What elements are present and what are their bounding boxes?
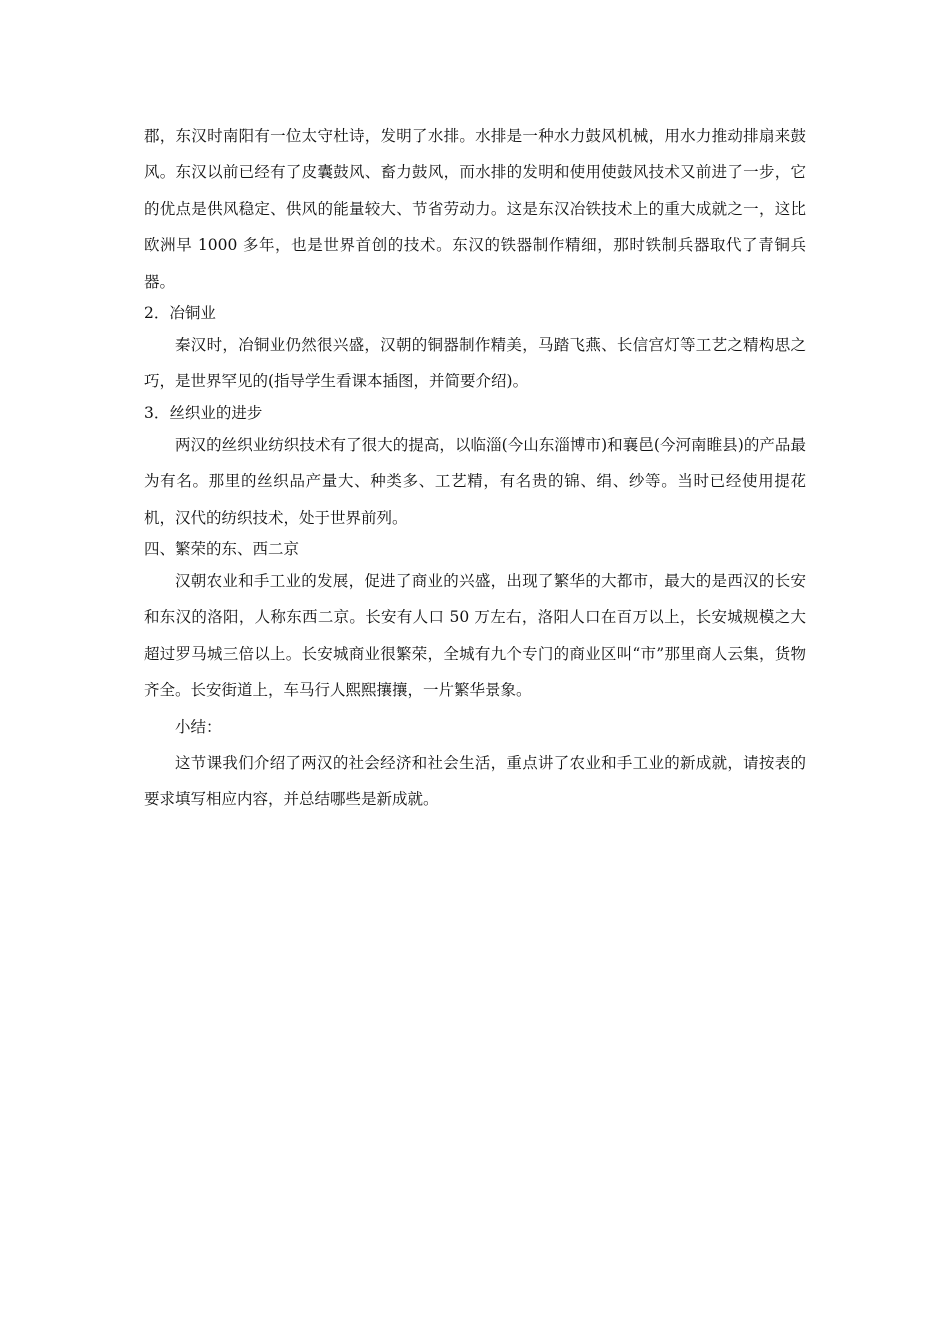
paragraph-copper: 秦汉时，冶铜业仍然很兴盛，汉朝的铜器制作精美，马踏飞燕、长信宫灯等工艺之精构思之巧，是世界罕见的(指导学生看课本插图，并简要介绍)。 xyxy=(144,336,806,391)
heading-two-capitals: 四、繁荣的东、西二京 xyxy=(144,540,300,559)
paragraph-water-bellows: 郡，东汉时南阳有一位太守杜诗，发明了水排。水排是一种水力鼓风机械，用水力推动排扇来鼓风。东汉以前已经有了皮囊鼓风、畜力鼓风，而水排的发明和使用使鼓风技术又前进了一步，它的优点是供风稳定、供风的能量较大、节省劳动力。这是东汉冶铁技术上的重大成就之一，这比欧洲早 1000 多年，也是世界首创的技术。东汉的铁器制作精细，那时铁制兵器取代了青铜兵器。 xyxy=(144,127,806,291)
paragraph-capitals: 汉朝农业和手工业的发展，促进了商业的兴盛，出现了繁华的大都市，最大的是西汉的长安和东汉的洛阳，人称东西二京。长安有人口 50 万左右，洛阳人口在百万以上，长安城规模之大超过罗马城三倍以上。长安城商业很繁荣，全城有九个专门的商业区叫“市”那里商人云集，货物齐全。长安街道上，车马行人熙熙攘攘，一片繁华景象。 xyxy=(144,572,806,700)
paragraph-summary: 这节课我们介绍了两汉的社会经济和社会生活，重点讲了农业和手工业的新成就，请按表的要求填写相应内容，并总结哪些是新成就。 xyxy=(144,753,806,809)
heading-silk-weaving: 3．丝织业的进步 xyxy=(144,403,263,422)
paragraph-silk: 两汉的丝织业纺织技术有了很大的提高，以临淄(今山东淄博市)和襄邑(今河南睢县)的产品最为有名。那里的丝织品产量大、种类多、工艺精，有名贵的锦、绢、纱等。当时已经使用提花机，汉代的纺织技术，处于世界前列。 xyxy=(144,435,806,527)
summary-label: 小结： xyxy=(175,717,222,736)
heading-copper-smelting: 2．冶铜业 xyxy=(144,304,216,323)
document-body xyxy=(144,118,806,818)
